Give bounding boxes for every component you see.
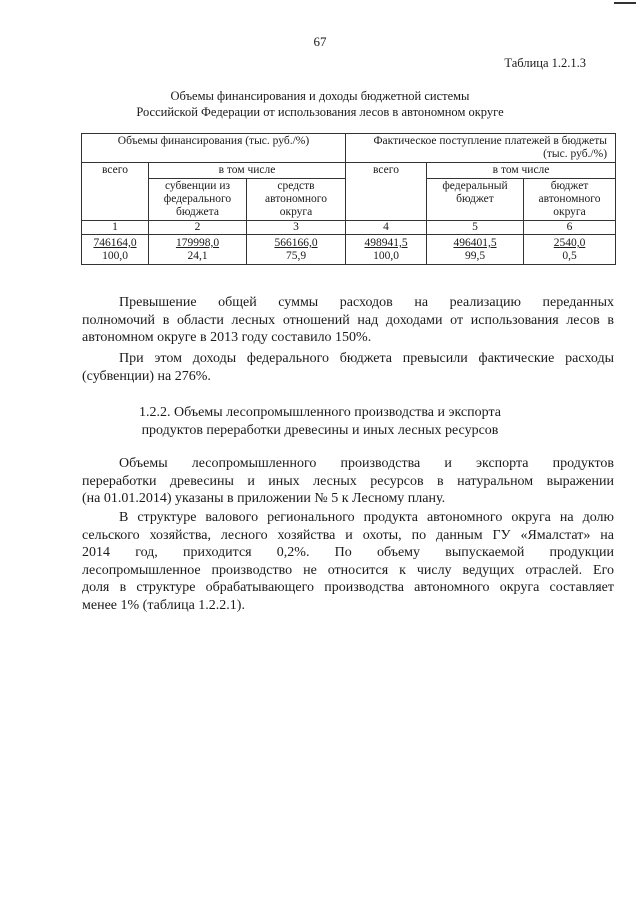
column-number: 5 bbox=[427, 221, 524, 235]
header-federal-budget: федеральный бюджет bbox=[427, 179, 524, 221]
cell-percent: 0,5 bbox=[562, 250, 577, 262]
paragraph-expenses bbox=[82, 294, 614, 347]
section-heading bbox=[0, 404, 640, 440]
header-federal-subventions: субвенции из федерального бюджета bbox=[149, 179, 247, 221]
header-total-receipts: всего bbox=[346, 163, 427, 221]
column-number: 6 bbox=[524, 221, 616, 235]
financing-table bbox=[81, 133, 616, 265]
cell-value: 496401,5 bbox=[453, 237, 497, 249]
column-number: 3 bbox=[247, 221, 346, 235]
paragraph-line: В структуре валового регионального продукта автономного округа на долю bbox=[119, 510, 614, 525]
header-total-funding: всего bbox=[82, 163, 149, 221]
table-cell bbox=[149, 235, 247, 265]
table-cell bbox=[247, 235, 346, 265]
paragraph-line: Превышение общей суммы расходов на реализацию переданных bbox=[119, 295, 614, 310]
table-caption bbox=[0, 88, 640, 120]
paragraph-line: полномочий в области лесных отношений над доходами от использования лесов в bbox=[82, 312, 614, 328]
cell-percent: 99,5 bbox=[464, 250, 486, 262]
paragraph-line: Объемы лесопромышленного производства и экспорта продуктов bbox=[119, 456, 614, 471]
column-number: 2 bbox=[149, 221, 247, 235]
paragraph-line: При этом доходы федерального бюджета превысили фактические расходы bbox=[119, 351, 614, 366]
table-cell bbox=[427, 235, 524, 265]
paragraph-production-volumes bbox=[82, 455, 614, 508]
cell-percent: 24,1 bbox=[187, 250, 208, 262]
cell-value: 179998,0 bbox=[175, 237, 220, 249]
paragraph-line: (на 01.01.2014) указаны в приложении № 5 к Лесному плану. bbox=[82, 491, 446, 506]
column-number: 1 bbox=[82, 221, 149, 235]
paragraph-income bbox=[82, 350, 614, 385]
header-including-receipts: в том числе bbox=[427, 163, 616, 179]
cell-value: 566166,0 bbox=[274, 237, 318, 249]
cell-value: 498941,5 bbox=[364, 237, 408, 249]
table-cell bbox=[524, 235, 616, 265]
column-number-row bbox=[82, 221, 616, 235]
paragraph-line: доля в структуре обрабатывающего производства автономного округа составляет bbox=[82, 580, 614, 595]
header-including-funding: в том числе bbox=[149, 163, 346, 179]
paragraph-line: (субвенции) на 276%. bbox=[82, 368, 211, 384]
table-cell bbox=[346, 235, 427, 265]
paragraph-line: автономном округе в 2013 году составило 150%. bbox=[82, 330, 372, 345]
cell-percent: 100,0 bbox=[373, 250, 399, 262]
table-caption-line: Объемы финансирования и доходы бюджетной системы bbox=[170, 89, 470, 103]
paragraph-line: сельского хозяйства, лесного хозяйства и охоты, по данным ГУ «Ямалстат» на bbox=[82, 527, 614, 543]
section-heading-line: продуктов переработки древесины и иных лесных ресурсов bbox=[141, 423, 499, 438]
table-row bbox=[82, 235, 616, 265]
paragraph-line: лесопромышленное производство не относится к числу ведущих отраслей. Его bbox=[82, 562, 614, 578]
table-cell bbox=[82, 235, 149, 265]
paragraph-line: менее 1% (таблица 1.2.2.1). bbox=[82, 597, 245, 613]
paragraph-line: 2014 год, приходится 0,2%. По объему выпускаемой продукции bbox=[82, 545, 614, 560]
column-number: 4 bbox=[346, 221, 427, 235]
cell-value: 2540,0 bbox=[553, 237, 586, 249]
table-label: Таблица 1.2.1.3 bbox=[504, 56, 586, 70]
cell-percent: 75,9 bbox=[285, 250, 307, 262]
table-header-row bbox=[82, 163, 616, 179]
corner-mark bbox=[614, 2, 636, 4]
header-okrug-funds: средств автономного округа bbox=[247, 179, 346, 221]
paragraph-grp-structure bbox=[82, 509, 614, 614]
section-heading-line: 1.2.2. Объемы лесопромышленного производства и экспорта bbox=[139, 405, 501, 420]
cell-value: 746164,0 bbox=[93, 237, 137, 249]
header-receipts: Фактическое поступление платежей в бюджеты (тыс. руб./%) bbox=[346, 134, 616, 163]
paragraph-line: переработки древесины и иных лесных ресурсов в натуральном выражении bbox=[82, 473, 614, 489]
header-funding: Объемы финансирования (тыс. руб./%) bbox=[82, 134, 346, 163]
cell-percent: 100,0 bbox=[102, 250, 128, 262]
header-okrug-budget: бюджет автономного округа bbox=[524, 179, 616, 221]
table-caption-line: Российской Федерации от использования лесов в автономном округе bbox=[136, 105, 504, 119]
table-header-row bbox=[82, 134, 616, 163]
page-number: 67 bbox=[313, 34, 327, 49]
